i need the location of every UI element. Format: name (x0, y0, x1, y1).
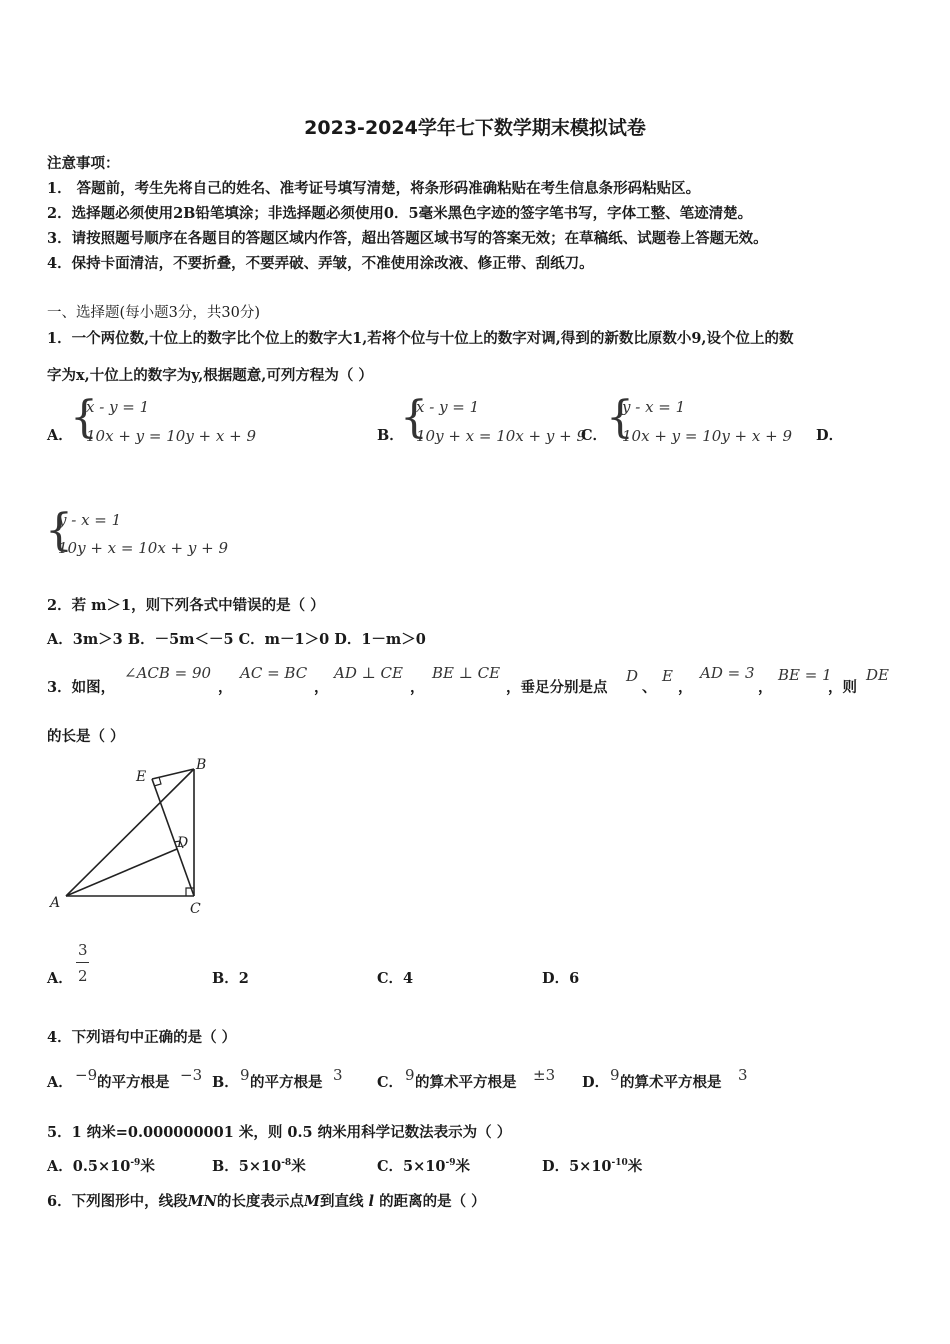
label-e: E (136, 769, 147, 785)
q5-option-c: C．$5\times 10^{-9}$米 (377, 1158, 470, 1175)
q4-b-answer: 3 (333, 1066, 343, 1084)
q1-c-eq2: 10x + y = 10y + x + 9 (622, 427, 793, 445)
notice-heading: 注意事项： (47, 155, 120, 172)
label-c: C (190, 901, 201, 917)
q3-stem-line2: 的长是（ ） (47, 728, 125, 745)
q3-cond-be-1: BE = 1 (778, 666, 832, 684)
q3-option-a-label: A． (47, 970, 73, 987)
q4-a-text: 的平方根是 (97, 1074, 170, 1091)
q3-sep: 、 (642, 679, 657, 696)
q3-then: ，则 (828, 679, 857, 696)
q1-d-eq1: y - x = 1 (58, 511, 122, 529)
fraction-bar (76, 962, 89, 963)
q4-stem: 4．下列语句中正确的是（ ） (47, 1029, 237, 1046)
q4-c-value: 9 (405, 1066, 415, 1084)
notice-item: 2．选择题必须使用2B铅笔填涂；非选择题必须使用0．5毫米黑色字迹的签字笔书写，字体工整、笔迹清楚。 (47, 205, 753, 222)
q2-options: A．3m＞3 B．－5m＜－5 C．m－1＞0 D．1－m＞0 (47, 631, 426, 648)
q3-comma: ， (314, 679, 329, 696)
q4-option-a-label: A． (47, 1074, 73, 1091)
page-title: 2023-2024学年七下数学期末模拟试卷 (304, 117, 646, 139)
q3-option-d: D．6 (542, 970, 580, 987)
notice-item: 1． 答题前，考生先将自己的姓名、准考证号填写清楚，将条形码准确粘贴在考生信息条形码粘贴区。 (47, 180, 701, 197)
q1-option-b-label: B． (377, 427, 404, 444)
q3-comma: ， (410, 679, 425, 696)
q6-stem: 6．下列图形中，线段MN的长度表示点M到直线 l 的距离的是（ ） (47, 1193, 486, 1210)
q4-option-d-label: D． (582, 1074, 610, 1091)
q4-c-answer: ±3 (533, 1066, 556, 1084)
q3-option-c: C．4 (377, 970, 414, 987)
q4-option-c-label: C． (377, 1074, 404, 1091)
q3-cond-ac-bc: AC = BC (240, 664, 308, 682)
q3-prefix: 3．如图， (47, 679, 116, 696)
q5-stem: 5．1 纳米=0.000000001 米，则 0.5 纳米用科学记数法表示为（ ） (47, 1124, 512, 1141)
q3-comma: ， (678, 679, 693, 696)
q3-cond-ad-ce: AD ⊥ CE (334, 664, 403, 682)
q1-option-a-label: A． (47, 427, 73, 444)
q1-a-eq2: 10x + y = 10y + x + 9 (86, 427, 257, 445)
brace-icon: { (400, 392, 428, 443)
segment-be (152, 769, 194, 779)
q3-de: DE (866, 666, 889, 684)
q5-option-a: A．$0.5\times 10^{-9}$米 (47, 1158, 155, 1175)
q3-comma: ， (218, 679, 233, 696)
q3-foot-text: ，垂足分别是点 (506, 679, 608, 696)
q3-cond-be-ce: BE ⊥ CE (432, 664, 501, 682)
brace-icon: { (70, 392, 98, 443)
section-heading: 一、选择题(每小题3分，共30分) (47, 305, 260, 321)
q1-c-eq1: y - x = 1 (622, 398, 686, 416)
notice-item: 3．请按照题号顺序在各题目的答题区域内作答，超出答题区域书写的答案无效；在草稿纸、试题卷上答题无效。 (47, 230, 768, 247)
q3-cond-angle: ∠ACB = 90 (124, 664, 212, 682)
q1-a-eq1: x - y = 1 (86, 398, 150, 416)
q1-option-c-label: C． (581, 427, 608, 444)
q1-d-eq2: 10y + x = 10x + y + 9 (58, 539, 229, 557)
q4-d-answer: 3 (738, 1066, 748, 1084)
q3-figure (46, 755, 216, 920)
notice-item: 4．保持卡面清洁，不要折叠，不要弄破、弄皱，不准使用涂改液、修正带、刮纸刀。 (47, 255, 594, 272)
q1-b-eq2: 10y + x = 10x + y + 9 (416, 427, 587, 445)
q5-option-b: B．$5\times 10^{-8}$米 (212, 1158, 306, 1175)
q4-a-answer: −3 (180, 1066, 203, 1084)
q3-cond-ad-3: AD = 3 (700, 664, 755, 682)
segment-ad (66, 849, 177, 896)
q4-d-value: 9 (610, 1066, 620, 1084)
label-d: D (177, 835, 189, 851)
q3-option-b: B．2 (212, 970, 249, 987)
label-b: B (196, 757, 207, 773)
q4-option-b-label: B． (212, 1074, 239, 1091)
brace-icon: { (45, 505, 73, 556)
q3-fraction-numerator: 3 (78, 941, 88, 959)
q1-stem-line2: 字为x,十位上的数字为y,根据题意,可列方程为（ ） (47, 367, 373, 384)
q2-stem: 2．若 m＞1，则下列各式中错误的是（ ） (47, 597, 325, 614)
q3-comma: ， (758, 679, 773, 696)
q1-stem-line1: 1．一个两位数,十位上的数字比个位上的数字大1,若将个位与十位上的数字对调,得到的新数比原数小9,设个位上的数 (47, 330, 794, 347)
label-a: A (50, 895, 61, 911)
segment-ab (66, 769, 194, 896)
q4-d-text: 的算术平方根是 (620, 1074, 722, 1091)
q5-option-d: D．$5\times 10^{-10}$米 (542, 1158, 643, 1175)
q4-a-value: −9 (75, 1066, 98, 1084)
q4-c-text: 的算术平方根是 (415, 1074, 517, 1091)
q1-option-d-label: D． (816, 427, 844, 444)
q3-point-d: D (626, 667, 639, 685)
brace-icon: { (606, 392, 634, 443)
q1-b-eq1: x - y = 1 (416, 398, 480, 416)
q3-point-e: E (662, 667, 673, 685)
q4-b-value: 9 (240, 1066, 250, 1084)
q3-fraction-denominator: 2 (78, 967, 88, 985)
q4-b-text: 的平方根是 (250, 1074, 323, 1091)
